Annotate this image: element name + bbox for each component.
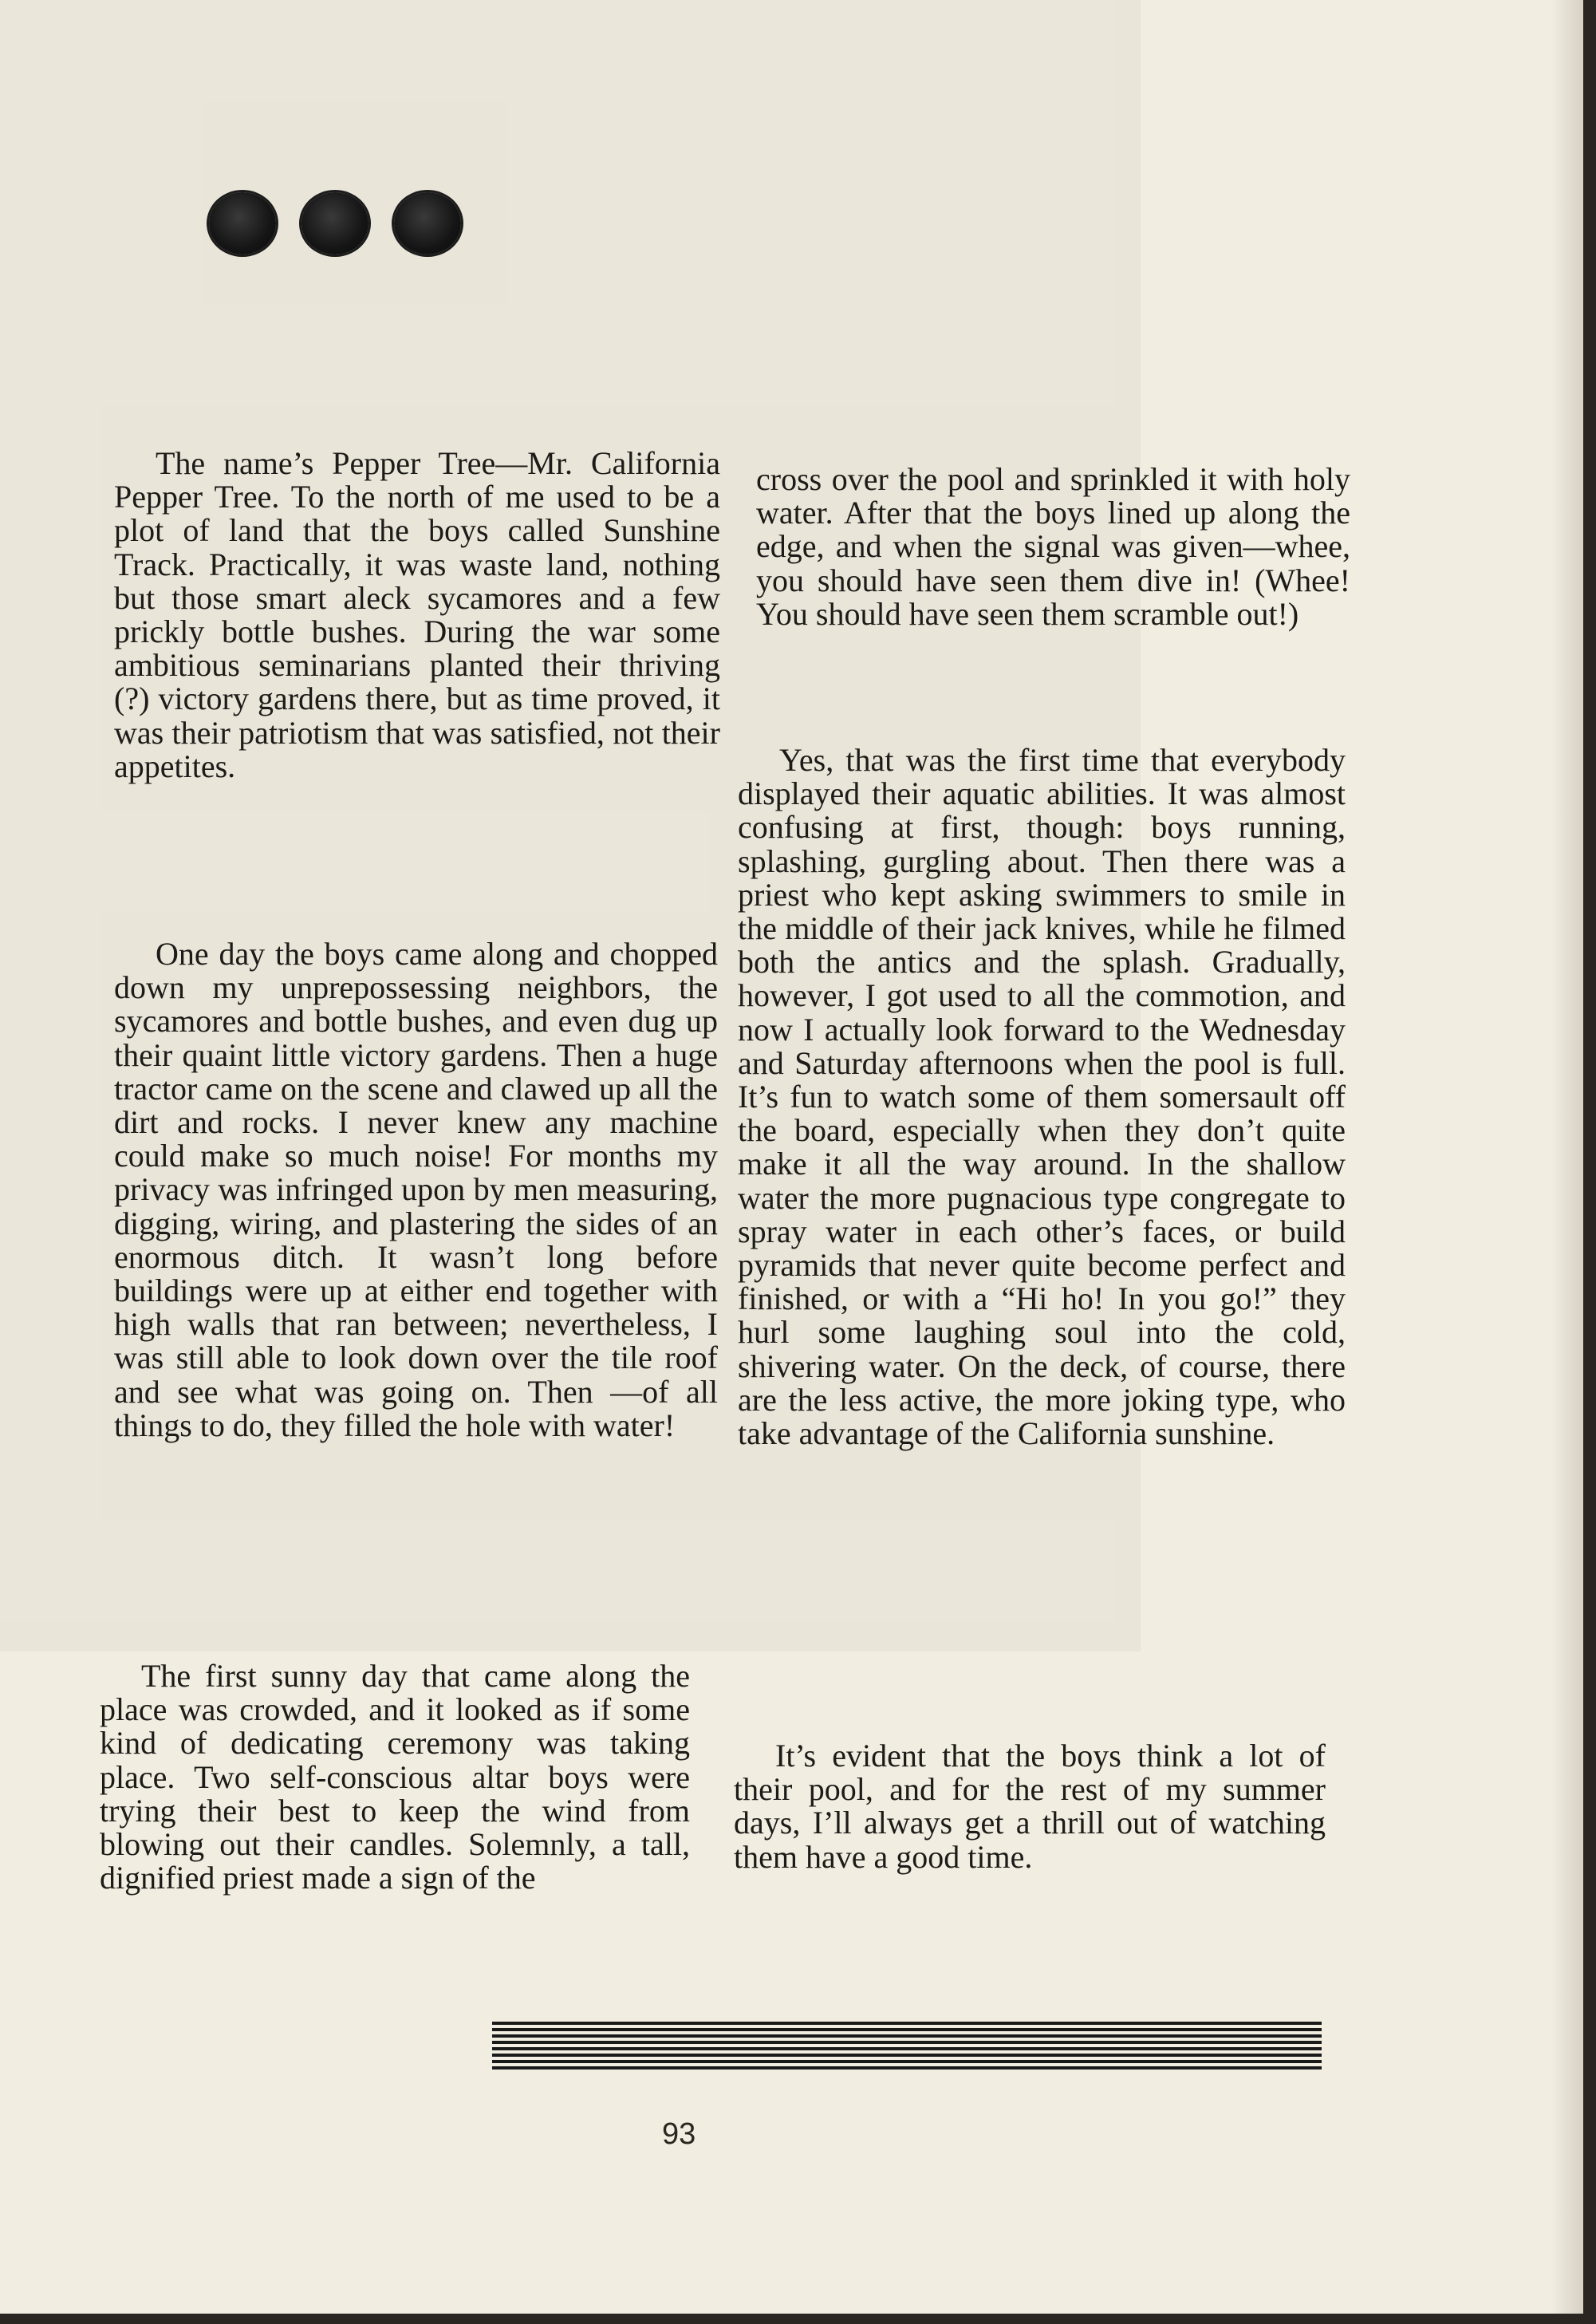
page-number: 93 [662,2117,696,2151]
paragraph-closing: It’s evident that the boys think a lot of their pool, and for the rest of my summer days, I’ll always get a thrill out of watching them have a good time. [734,1738,1326,1875]
paragraph-pepper-tree-intro: The name’s Pepper Tree—Mr. California Pepper Tree. To the north of me used to be a plot of land that the boys called Sunshine Track. Practically, it was waste land, nothing but those smart aleck sycamores and a few prickly bottle bushes. During the war some ambitious seminarians planted their thriving (?) victory gardens there, but as time proved, it was their patriotism that was satisfied, not their appetites. [114,445,720,784]
paragraph-construction: One day the boys came along and chopped down my unprepossessing neighbors, the sycamores and bottle bushes, and even dug up their quaint little victory gardens. Then a huge tractor came on the scene and clawed up all the dirt and rocks. I never knew any machine could make so much noise! For months my privacy was infringed upon by men measuring, digging, wiring, and plastering the sides of an enormous ditch. It wasn’t long before buildings were up at either end together with high walls that ran between; nevertheless, I was still able to look down over the tile roof and see what was going on. Then —of all things to do, they filled the hole with water! [114,936,718,1443]
right-column-lower [734,1739,1326,1874]
right-column-middle [738,744,1346,1450]
left-column-middle [114,937,718,1442]
left-column-lower [100,1659,690,1895]
decorative-dots [209,192,461,254]
paragraph-dedication-continued: cross over the pool and sprinkled it with holy water. After that the boys lined up along the edge, and when the signal was given—whee, you should have seen them dive in! (Whee! You should have seen them scramble out!) [756,461,1350,632]
decorative-dot [301,192,368,254]
left-column-upper [114,447,720,783]
right-column-upper [756,463,1350,631]
paragraph-first-swim: Yes, that was the first time that everybody displayed their aquatic abilities. It was almost confusing at first, though: boys running, splashing, gurgling about. Then there was a priest who kept asking swimmers to smile in the middle of their jack knives, while he filmed both the antics and the splash. Gradually, however, I got used to all the commotion, and now I actually look forward to the Wednesday and Saturday afternoons when the pool is full. It’s fun to watch some of them somersault off the board, especially when they don’t quite make it all the way around. In the shallow water the more pugnacious type congregate to spray water in each other’s faces, or build pyramids that never quite become perfect and finished, or with a “Hi ho! In you go!” they hurl some laughing soul into the cold, shivering water. On the deck, of course, there are the less active, the more joking type, who take advantage of the California sunshine. [738,742,1346,1452]
decorative-dot [394,192,461,254]
end-of-article-rule [492,2022,1322,2071]
paragraph-dedication: The first sunny day that came along the place was crowded, and it looked as if some kind of dedicating ceremony was taking place. Two self-conscious altar boys were trying their best to keep the wind from blowing out their candles. Solemnly, a tall, dignified priest made a sign of the [100,1658,690,1896]
page-edge-shadow [1551,0,1583,2314]
decorative-dot [209,192,276,254]
